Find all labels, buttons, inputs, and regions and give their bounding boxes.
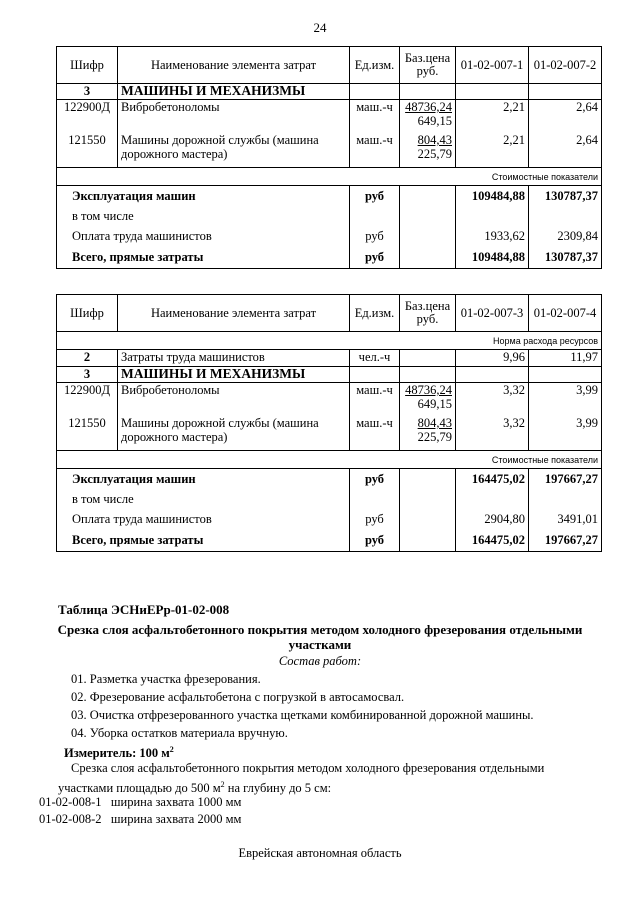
header-code: Шифр xyxy=(57,47,118,84)
item-code: 01-02-008-2 xyxy=(39,812,102,826)
work-item: 02. Фрезерование асфальтобетона с погрузкой в автосамосвал. xyxy=(71,690,405,704)
cost-row: в том числе xyxy=(57,489,602,509)
header-code: Шифр xyxy=(57,295,118,332)
heading-line-2: участками xyxy=(288,637,352,652)
work-item: 01. Разметка участка фрезерования. xyxy=(71,672,261,686)
item-text: ширина захвата 2000 мм xyxy=(110,812,242,826)
header-col1: 01-02-007-1 xyxy=(456,47,529,84)
norm-label-row xyxy=(57,332,602,350)
header-unit: Ед.изм. xyxy=(350,295,400,332)
table-row: 122900Д Вибробетоноломы маш.-ч 48736,24 649,15 2,21 2,64 xyxy=(57,100,602,134)
header-name: Наименование элемента затрат xyxy=(118,47,350,84)
measure-label: Измеритель: 100 $м^2$ xyxy=(64,745,174,761)
resource-table-1 xyxy=(56,46,602,269)
cost-row: в том числе xyxy=(57,206,602,226)
header-unit: Ед.изм. xyxy=(350,47,400,84)
item-code-row xyxy=(39,795,241,810)
section-row xyxy=(57,84,602,100)
work-item: 04. Уборка остатков материала вручную. xyxy=(71,726,288,740)
table-row: 121550 Машины дорожной службы (машина дорожного мастера) маш.-ч 804,43 225,79 2,21 2,64 xyxy=(57,133,602,168)
table-header xyxy=(57,47,602,84)
section-title: МАШИНЫ И МЕХАНИЗМЫ xyxy=(118,84,350,100)
description-line-2: участками площадью до 500 $м^2$ на глубину до 5 см: xyxy=(58,780,332,796)
heading-line-1: Срезка слоя асфальтобетонного покрытия методом холодного фрезерования отдельными xyxy=(57,622,583,637)
work-composition-title: Состав работ: xyxy=(278,654,362,668)
table-title: Таблица ЭСНиЕРр-01-02-008 xyxy=(58,602,230,617)
labor-row: 2 Затраты труда машинистов чел.-ч 9,96 11,97 xyxy=(57,350,602,367)
footer-region: Еврейская автономная область xyxy=(238,846,402,860)
cost-label: Стоимостные показатели xyxy=(57,451,602,469)
description-line-1: Срезка слоя асфальтобетонного покрытия методом холодного фрезерования отдельными xyxy=(71,761,545,775)
cost-label: Стоимостные показатели xyxy=(57,168,602,186)
header-price: Баз.цена руб. xyxy=(400,47,456,84)
item-code: 01-02-008-1 xyxy=(39,795,102,809)
header-price: Баз.цена руб. xyxy=(400,295,456,332)
page-number: 24 xyxy=(313,20,327,35)
table-row: 122900Д Вибробетоноломы маш.-ч 48736,24 649,15 3,32 3,99 xyxy=(57,383,602,417)
header-name: Наименование элемента затрат xyxy=(118,295,350,332)
cost-label-row xyxy=(57,451,602,469)
table-header xyxy=(57,295,602,332)
item-text: ширина захвата 1000 мм xyxy=(110,795,242,809)
header-col2: 01-02-007-4 xyxy=(529,295,602,332)
work-item: 03. Очистка отфрезерованного участка щетками комбинированной дорожной машины. xyxy=(71,708,534,722)
cost-label-row xyxy=(57,168,602,186)
section-number: 3 xyxy=(57,84,118,100)
norm-label: Норма расхода ресурсов xyxy=(57,332,602,350)
section-title: МАШИНЫ И МЕХАНИЗМЫ xyxy=(118,367,350,383)
cost-row: Эксплуатация машин руб 164475,02 197667,27 xyxy=(57,469,602,490)
cost-row: Оплата труда машинистов руб 2904,80 3491,01 xyxy=(57,509,602,529)
section-number: 3 xyxy=(57,367,118,383)
header-col2: 01-02-007-2 xyxy=(529,47,602,84)
cost-row: Всего, прямые затраты руб 164475,02 197667,27 xyxy=(57,529,602,552)
resource-table-2 xyxy=(56,294,602,552)
cost-row: Всего, прямые затраты руб 109484,88 130787,37 xyxy=(57,246,602,269)
table-row: 121550 Машины дорожной службы (машина дорожного мастера) маш.-ч 804,43 225,79 3,32 3,99 xyxy=(57,416,602,451)
item-code-row xyxy=(39,812,241,827)
cost-row: Оплата труда машинистов руб 1933,62 2309,84 xyxy=(57,226,602,246)
cost-row: Эксплуатация машин руб 109484,88 130787,37 xyxy=(57,186,602,207)
header-col1: 01-02-007-3 xyxy=(456,295,529,332)
section-row xyxy=(57,367,602,383)
